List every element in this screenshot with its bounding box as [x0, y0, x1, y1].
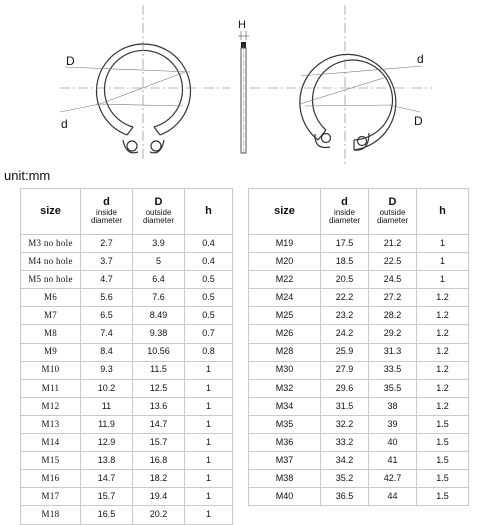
table-row: [21, 434, 233, 452]
cell-inside-diameter: 22.2: [321, 289, 369, 307]
cell-size: M38: [249, 470, 321, 488]
cell-inside-diameter: 34.2: [321, 452, 369, 470]
spec-table-right: [248, 188, 469, 506]
cell-thickness: 1.5: [417, 470, 469, 488]
table-row: [21, 470, 233, 488]
table-row: [249, 415, 469, 433]
table-row: [21, 325, 233, 343]
right-d-label: d: [417, 52, 424, 66]
table-row: [21, 506, 233, 524]
table-row: [249, 343, 469, 361]
cell-size: M16: [21, 470, 81, 488]
header-outside-diameter: D outside diameter: [369, 189, 417, 235]
cell-outside-diameter: 38: [369, 397, 417, 415]
cell-outside-diameter: 42.7: [369, 470, 417, 488]
right-D-dimension-line: [389, 105, 420, 112]
cell-thickness: 1: [185, 506, 233, 524]
cell-outside-diameter: 41: [369, 452, 417, 470]
cell-size: M5 no hole: [21, 271, 81, 289]
table-row: [249, 235, 469, 253]
cell-inside-diameter: 23.2: [321, 307, 369, 325]
table-row: [21, 343, 233, 361]
table-row: [21, 397, 233, 415]
cell-size: M14: [21, 434, 81, 452]
cell-thickness: 1: [185, 415, 233, 433]
cell-inside-diameter: 3.7: [81, 253, 133, 271]
cell-thickness: 1: [185, 397, 233, 415]
cell-outside-diameter: 9.38: [133, 325, 185, 343]
cell-thickness: 1: [185, 488, 233, 506]
header-inside-diameter: d inside diameter: [81, 189, 133, 235]
cell-size: M35: [249, 415, 321, 433]
cell-size: M37: [249, 452, 321, 470]
cell-inside-diameter: 33.2: [321, 434, 369, 452]
cell-outside-diameter: 28.2: [369, 307, 417, 325]
cell-thickness: 1: [185, 361, 233, 379]
left-D-label: D: [66, 54, 75, 68]
table-row: [21, 488, 233, 506]
table-row: [21, 271, 233, 289]
table-row: [21, 235, 233, 253]
cell-thickness: 0.7: [185, 325, 233, 343]
circlip-drawing: [0, 0, 480, 168]
table-row: [21, 452, 233, 470]
cell-outside-diameter: 7.6: [133, 289, 185, 307]
cell-thickness: 0.5: [185, 307, 233, 325]
cell-size: M15: [21, 452, 81, 470]
cell-inside-diameter: 6.5: [81, 307, 133, 325]
table-row: [21, 361, 233, 379]
cell-inside-diameter: 5.6: [81, 289, 133, 307]
cell-outside-diameter: 3.9: [133, 235, 185, 253]
header-thickness: h: [185, 189, 233, 235]
cell-outside-diameter: 6.4: [133, 271, 185, 289]
cell-size: M20: [249, 253, 321, 271]
cell-thickness: 1: [417, 253, 469, 271]
cell-thickness: 1.5: [417, 488, 469, 506]
cell-size: M34: [249, 397, 321, 415]
cell-size: M12: [21, 397, 81, 415]
right-ring-diagram: [300, 54, 396, 150]
cell-outside-diameter: 44: [369, 488, 417, 506]
cell-inside-diameter: 32.2: [321, 415, 369, 433]
cell-inside-diameter: 31.5: [321, 397, 369, 415]
cell-inside-diameter: 8.4: [81, 343, 133, 361]
cell-thickness: 1.2: [417, 289, 469, 307]
left-ring-diagram: [96, 44, 190, 153]
h-label: H: [238, 19, 246, 31]
cell-outside-diameter: 12.5: [133, 379, 185, 397]
cell-outside-diameter: 15.7: [133, 434, 185, 452]
cell-size: M26: [249, 325, 321, 343]
cell-thickness: 1.5: [417, 415, 469, 433]
cell-outside-diameter: 31.3: [369, 343, 417, 361]
header-size: size: [249, 189, 321, 235]
cell-size: M24: [249, 289, 321, 307]
cell-inside-diameter: 25.9: [321, 343, 369, 361]
cell-outside-diameter: 10.56: [133, 343, 185, 361]
cell-size: M10: [21, 361, 81, 379]
cell-thickness: 1: [185, 379, 233, 397]
cell-thickness: 1.2: [417, 397, 469, 415]
header-thickness: h: [417, 189, 469, 235]
cell-outside-diameter: 8.49: [133, 307, 185, 325]
cell-inside-diameter: 15.7: [81, 488, 133, 506]
table-row: [21, 379, 233, 397]
table-row: [249, 488, 469, 506]
cell-outside-diameter: 13.6: [133, 397, 185, 415]
cell-thickness: 1.2: [417, 343, 469, 361]
table-row: [249, 253, 469, 271]
cell-inside-diameter: 12.9: [81, 434, 133, 452]
unit-label: unit:mm: [4, 168, 51, 183]
header-size: size: [21, 189, 81, 235]
cell-thickness: 1: [417, 271, 469, 289]
cell-inside-diameter: 9.3: [81, 361, 133, 379]
cell-inside-diameter: 7.4: [81, 325, 133, 343]
cell-thickness: 1.2: [417, 325, 469, 343]
cell-thickness: 1.2: [417, 361, 469, 379]
cell-outside-diameter: 14.7: [133, 415, 185, 433]
table-row: [249, 307, 469, 325]
cell-thickness: 1.5: [417, 452, 469, 470]
table-row: [21, 289, 233, 307]
cell-inside-diameter: 17.5: [321, 235, 369, 253]
side-view-diagram: [238, 19, 249, 156]
cell-thickness: 0.5: [185, 289, 233, 307]
cell-inside-diameter: 20.5: [321, 271, 369, 289]
cell-outside-diameter: 16.8: [133, 452, 185, 470]
cell-outside-diameter: 21.2: [369, 235, 417, 253]
table-row: [249, 434, 469, 452]
cell-size: M32: [249, 379, 321, 397]
cell-outside-diameter: 35.5: [369, 379, 417, 397]
left-d-label: d: [61, 117, 68, 131]
cell-inside-diameter: 11.9: [81, 415, 133, 433]
cell-outside-diameter: 19.4: [133, 488, 185, 506]
cell-size: M13: [21, 415, 81, 433]
cell-inside-diameter: 24.2: [321, 325, 369, 343]
right-D-label: D: [414, 114, 423, 128]
cell-outside-diameter: 27.2: [369, 289, 417, 307]
cell-outside-diameter: 29.2: [369, 325, 417, 343]
cell-size: M18: [21, 506, 81, 524]
cell-outside-diameter: 33.5: [369, 361, 417, 379]
cell-inside-diameter: 18.5: [321, 253, 369, 271]
cell-thickness: 1: [417, 235, 469, 253]
cell-outside-diameter: 20.2: [133, 506, 185, 524]
table-row: [249, 470, 469, 488]
cell-thickness: 0.5: [185, 271, 233, 289]
cell-size: M3 no hole: [21, 235, 81, 253]
cell-thickness: 1.5: [417, 434, 469, 452]
left-D-dimension-line: [65, 67, 190, 72]
cell-thickness: 1.2: [417, 379, 469, 397]
cell-thickness: 1: [185, 452, 233, 470]
cell-outside-diameter: 22.5: [369, 253, 417, 271]
cell-inside-diameter: 14.7: [81, 470, 133, 488]
table-row: [21, 415, 233, 433]
cell-inside-diameter: 35.2: [321, 470, 369, 488]
table-row: [249, 289, 469, 307]
header-outside-diameter: D outside diameter: [133, 189, 185, 235]
table-header-row: [21, 189, 233, 235]
cell-inside-diameter: 29.6: [321, 379, 369, 397]
cell-size: M11: [21, 379, 81, 397]
spec-table-left: [20, 188, 233, 525]
cell-size: M4 no hole: [21, 253, 81, 271]
cell-thickness: 1: [185, 470, 233, 488]
cell-size: M17: [21, 488, 81, 506]
cell-outside-diameter: 18.2: [133, 470, 185, 488]
cell-inside-diameter: 13.8: [81, 452, 133, 470]
table-row: [21, 253, 233, 271]
right-d-dimension-line: [301, 66, 422, 76]
header-inside-diameter: d inside diameter: [321, 189, 369, 235]
table-row: [249, 271, 469, 289]
cell-thickness: 0.4: [185, 253, 233, 271]
cell-size: M25: [249, 307, 321, 325]
table-row: [249, 361, 469, 379]
table-row: [249, 325, 469, 343]
cell-size: M30: [249, 361, 321, 379]
cell-inside-diameter: 4.7: [81, 271, 133, 289]
cell-inside-diameter: 36.5: [321, 488, 369, 506]
cell-thickness: 1.2: [417, 307, 469, 325]
cell-size: M6: [21, 289, 81, 307]
cell-size: M28: [249, 343, 321, 361]
table-row: [249, 452, 469, 470]
table-header-row: [249, 189, 469, 235]
cell-size: M36: [249, 434, 321, 452]
cell-inside-diameter: 16.5: [81, 506, 133, 524]
cell-inside-diameter: 10.2: [81, 379, 133, 397]
cell-thickness: 1: [185, 434, 233, 452]
cell-thickness: 0.8: [185, 343, 233, 361]
cell-outside-diameter: 40: [369, 434, 417, 452]
table-row: [21, 307, 233, 325]
cell-inside-diameter: 11: [81, 397, 133, 415]
cell-inside-diameter: 2.7: [81, 235, 133, 253]
table-row: [249, 379, 469, 397]
cell-outside-diameter: 11.5: [133, 361, 185, 379]
table-row: [249, 397, 469, 415]
cell-size: M7: [21, 307, 81, 325]
cell-size: M40: [249, 488, 321, 506]
cell-thickness: 0.4: [185, 235, 233, 253]
cell-size: M19: [249, 235, 321, 253]
cell-size: M9: [21, 343, 81, 361]
cell-size: M22: [249, 271, 321, 289]
cell-inside-diameter: 27.9: [321, 361, 369, 379]
cell-size: M8: [21, 325, 81, 343]
cell-outside-diameter: 5: [133, 253, 185, 271]
cell-outside-diameter: 24.5: [369, 271, 417, 289]
cell-outside-diameter: 39: [369, 415, 417, 433]
